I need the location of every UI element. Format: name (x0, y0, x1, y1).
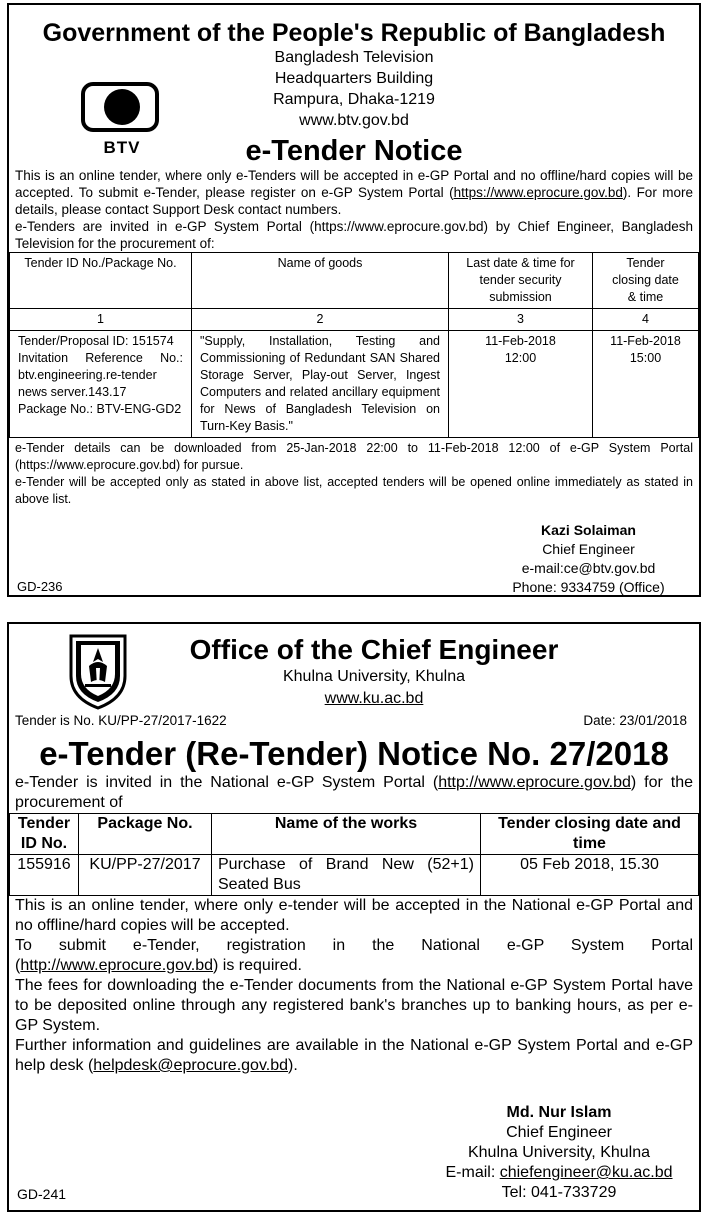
signer-designation: Chief Engineer (542, 541, 635, 557)
btv-logo-text: BTV (103, 138, 141, 157)
university-name: Khulna University, Khulna (282, 668, 466, 685)
header-tender-id: Tender ID No. (10, 814, 79, 855)
eprocure-link[interactable]: http://www.eprocure.gov.bd (438, 774, 631, 791)
tender-number: Tender is No. KU/PP-27/2017-1622 (15, 713, 227, 728)
goods-table (9, 252, 699, 438)
signer-email[interactable]: chiefengineer@ku.ac.bd (499, 1164, 673, 1181)
registration-paragraph: To submit e-Tender, registration in the National e-GP System Portal (http://www.eprocure.gov.bd) is required. (15, 937, 693, 974)
signer-name: Kazi Solaiman (541, 522, 636, 538)
invite-paragraph: e-Tenders are invited in e-GP System Portal (https://www.eprocure.gov.bd) by Chief Engineer, Bangladesh Television for the procurement of: (15, 219, 693, 251)
ku-tender-notice (7, 622, 701, 1212)
btv-tender-notice (7, 3, 701, 597)
tender-id-cell: 155916 (10, 855, 79, 896)
invite-paragraph: e-Tender is invited in the National e-GP System Portal (http://www.eprocure.gov.bd) for the procurement of (15, 774, 693, 811)
header-security: Last date & time for tender security submission (449, 253, 593, 309)
ku-website-link[interactable]: www.ku.ac.bd (324, 690, 424, 707)
signer-designation: Chief Engineer (506, 1124, 612, 1141)
col-number: 1 (10, 309, 192, 331)
signer-org: Khulna University, Khulna (467, 1144, 651, 1161)
office-title: Office of the Chief Engineer (189, 634, 559, 665)
closing-cell: 11-Feb-2018 15:00 (593, 331, 699, 438)
tender-id-cell: Tender/Proposal ID: 151574 Invitation Reference No.: btv.engineering.re-tender news server.143.17 Package No.: BTV-ENG-GD2 (10, 331, 192, 438)
table-row (10, 855, 699, 896)
notice-title: e-Tender (Re-Tender) Notice No. 27/2018 (39, 735, 669, 772)
header-closing: Tender closing date & time (593, 253, 699, 309)
notice-title: e-Tender Notice (245, 135, 463, 167)
col-number: 2 (192, 309, 449, 331)
download-paragraph: e-Tender details can be downloaded from 25-Jan-2018 22:00 to 11-Feb-2018 12:00 of e-GP System Portal (https://www.eprocure.gov.bd) for pursue. (15, 441, 693, 472)
signer-name: Md. Nur Islam (506, 1104, 612, 1121)
org-building: Headquarters Building (274, 70, 434, 87)
eprocure-link[interactable]: https://www.eprocure.gov.bd (453, 185, 623, 200)
org-name: Bangladesh Television (274, 49, 434, 66)
package-cell: KU/PP-27/2017 (79, 855, 212, 896)
ku-emblem-icon (67, 632, 129, 710)
notice-code: GD-241 (17, 1186, 67, 1202)
header-closing: Tender closing date and time (481, 814, 699, 855)
col-number: 4 (593, 309, 699, 331)
tv-icon (81, 82, 159, 132)
fees-paragraph: The fees for downloading the e-Tender documents from the National e-GP System Portal have to be deposited online through any registered bank's branches up to banking hours, as per e-GP System. (15, 977, 693, 1034)
ku-signature-block (427, 1103, 691, 1203)
works-table (9, 813, 699, 896)
online-paragraph: This is an online tender, where only e-tender will be accepted in the National e-GP Portal and no offline/hard copies will be accepted. (15, 897, 693, 934)
header-goods: Name of goods (192, 253, 449, 309)
table-row (10, 331, 699, 438)
notice-code: GD-236 (17, 579, 63, 594)
eprocure-link[interactable]: http://www.eprocure.gov.bd (20, 957, 214, 974)
signer-email[interactable]: e-mail:ce@btv.gov.bd (521, 560, 656, 576)
signer-phone: Tel: 041-733729 (501, 1184, 617, 1201)
government-title: Government of the People's Republic of Bangladesh (42, 19, 666, 47)
signer-email-line: E-mail: chiefengineer@ku.ac.bd (445, 1164, 673, 1181)
btv-signature-block (481, 521, 696, 597)
intro-paragraph: This is an online tender, where only e-Tenders will be accepted in e-GP Portal and no offline/hard copies will be accepted. To submit e-Tender, please register on e-GP System Portal (https://www.eprocure.gov.bd). For more details, please contact Support Desk contact numbers. (15, 168, 693, 217)
works-cell: Purchase of Brand New (52+1) Seated Bus (212, 855, 481, 896)
closing-cell: 05 Feb 2018, 15.30 (481, 855, 699, 896)
reference-line (9, 711, 699, 731)
header-package: Package No. (79, 814, 212, 855)
acceptance-paragraph: e-Tender will be accepted only as stated in above list, accepted tenders will be opened online immediately as stated in above list. (15, 475, 693, 506)
btv-logo (81, 82, 163, 158)
col-number: 3 (449, 309, 593, 331)
guidelines-paragraph: Further information and guidelines are available in the National e-GP System Portal and e-GP help desk (helpdesk@eprocure.gov.bd). (15, 1037, 693, 1074)
security-cell: 11-Feb-2018 12:00 (449, 331, 593, 438)
goods-cell: "Supply, Installation, Testing and Commissioning of Redundant SAN Shared Storage Server, Play-out Server, Ingest Computers and related ancillary equipment for News of Bangladesh Television on Turn-Key Basis." (192, 331, 449, 438)
helpdesk-link[interactable]: helpdesk@eprocure.gov.bd (93, 1057, 288, 1074)
signer-phone: Phone: 9334759 (Office) (512, 579, 665, 595)
org-location: Rampura, Dhaka-1219 (273, 91, 435, 108)
header-tender-id: Tender ID No./Package No. (10, 253, 192, 309)
org-website[interactable]: www.btv.gov.bd (299, 112, 409, 129)
header-works: Name of the works (212, 814, 481, 855)
notice-date: Date: 23/01/2018 (583, 713, 687, 728)
ku-logo (67, 632, 129, 715)
